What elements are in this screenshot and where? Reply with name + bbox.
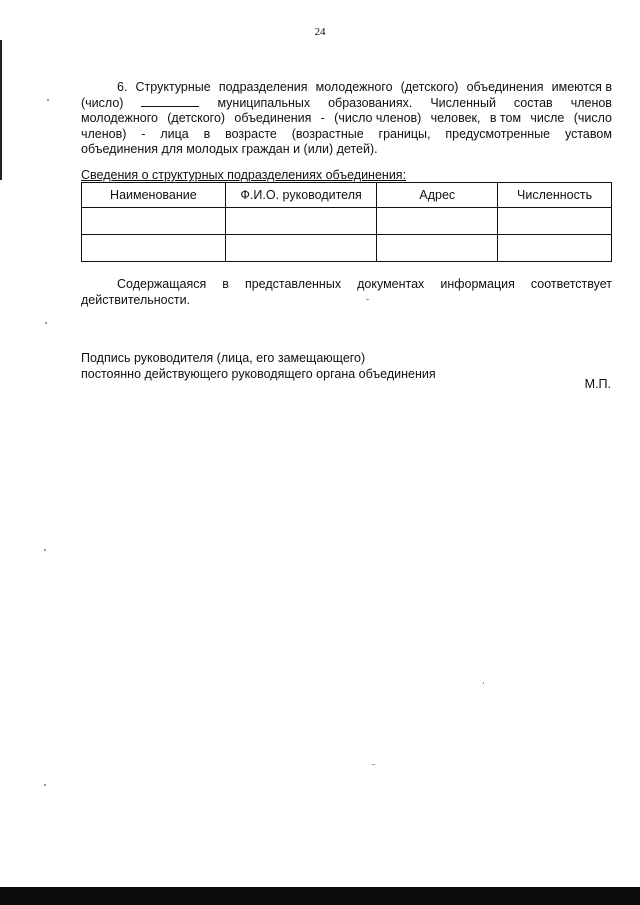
scan-bottom-border	[0, 887, 640, 905]
paragraph-line	[81, 293, 612, 309]
word: молодежного	[81, 111, 158, 125]
table-cell[interactable]	[498, 208, 612, 235]
word: (число	[573, 111, 612, 125]
word: (детского)	[400, 80, 459, 94]
paragraph-line	[81, 80, 612, 96]
table-cell[interactable]	[225, 208, 377, 235]
table-cell[interactable]	[82, 208, 226, 235]
section-6-paragraph	[81, 80, 612, 158]
word: членов)	[81, 126, 127, 141]
table-caption: Сведения о структурных подразделениях объединения:	[81, 168, 407, 182]
table-cell[interactable]	[377, 235, 498, 262]
word: образованиях.	[328, 95, 413, 110]
word: -	[141, 126, 146, 141]
paragraph-line	[81, 277, 612, 293]
word: (число членов)	[334, 111, 422, 125]
scan-speck	[366, 299, 369, 300]
word: человек,	[430, 111, 481, 125]
word: лица	[160, 126, 189, 141]
table-row	[82, 235, 612, 262]
word: в	[203, 126, 211, 141]
word: молодежного	[315, 80, 393, 94]
scan-speck	[47, 99, 49, 101]
stamp-label: М.П.	[584, 377, 611, 391]
paragraph-line	[81, 142, 612, 158]
word: объединения	[234, 111, 312, 125]
table-cell[interactable]	[225, 235, 377, 262]
word: состав	[513, 95, 553, 110]
word: Численный	[430, 95, 496, 110]
statement-paragraph	[81, 277, 612, 308]
scan-speck	[483, 682, 484, 684]
paragraph-line	[81, 96, 612, 112]
word: (детского)	[167, 111, 226, 125]
word: Содержащаяся	[117, 277, 207, 291]
scan-speck	[44, 784, 46, 786]
word: информация	[440, 277, 515, 291]
table-cell[interactable]	[498, 235, 612, 262]
signature-line: постоянно действующего руководящего органа объединения	[81, 366, 436, 381]
word: членов	[570, 95, 612, 110]
signature-block	[81, 351, 436, 382]
word: документах	[357, 277, 425, 291]
word: в	[222, 277, 229, 291]
word: предусмотренные	[445, 126, 551, 141]
scan-speck	[372, 764, 375, 765]
table-header-row	[82, 183, 612, 208]
paragraph-line	[81, 127, 612, 143]
word: -	[320, 111, 325, 125]
scan-speck	[45, 322, 47, 324]
header-member-count: Численность	[498, 183, 612, 208]
word: соответствует	[530, 277, 612, 291]
table-cell[interactable]	[82, 235, 226, 262]
word: числе	[530, 111, 565, 125]
word: Структурные	[135, 80, 211, 94]
paragraph-text: объединения для молодых граждан и (или) детей).	[81, 142, 378, 156]
table-cell[interactable]	[377, 208, 498, 235]
word: границы,	[378, 126, 431, 141]
word: (возрастные	[291, 126, 364, 141]
header-name: Наименование	[82, 183, 226, 208]
word: муниципальных	[217, 95, 311, 110]
signature-line: Подпись руководителя (лица, его замещающего)	[81, 351, 366, 365]
paragraph-line	[81, 111, 612, 127]
header-head-fullname: Ф.И.О. руководителя	[225, 183, 377, 208]
header-address: Адрес	[377, 183, 498, 208]
word: объединения	[466, 80, 544, 94]
word: подразделения	[218, 80, 308, 94]
word: уставом	[564, 126, 612, 141]
word: в том	[489, 111, 522, 125]
word: возрасте	[225, 126, 277, 141]
scan-speck	[44, 549, 46, 551]
word: (число)	[81, 95, 124, 110]
units-table	[81, 182, 612, 262]
scan-edge-mark	[0, 40, 2, 180]
paragraph-text: действительности.	[81, 292, 191, 307]
page-number: 24	[314, 26, 326, 38]
word: 6.	[117, 80, 128, 94]
fill-in-blank[interactable]	[141, 96, 199, 107]
word: представленных	[244, 277, 342, 291]
word: имеются в	[551, 80, 612, 94]
table-row	[82, 208, 612, 235]
